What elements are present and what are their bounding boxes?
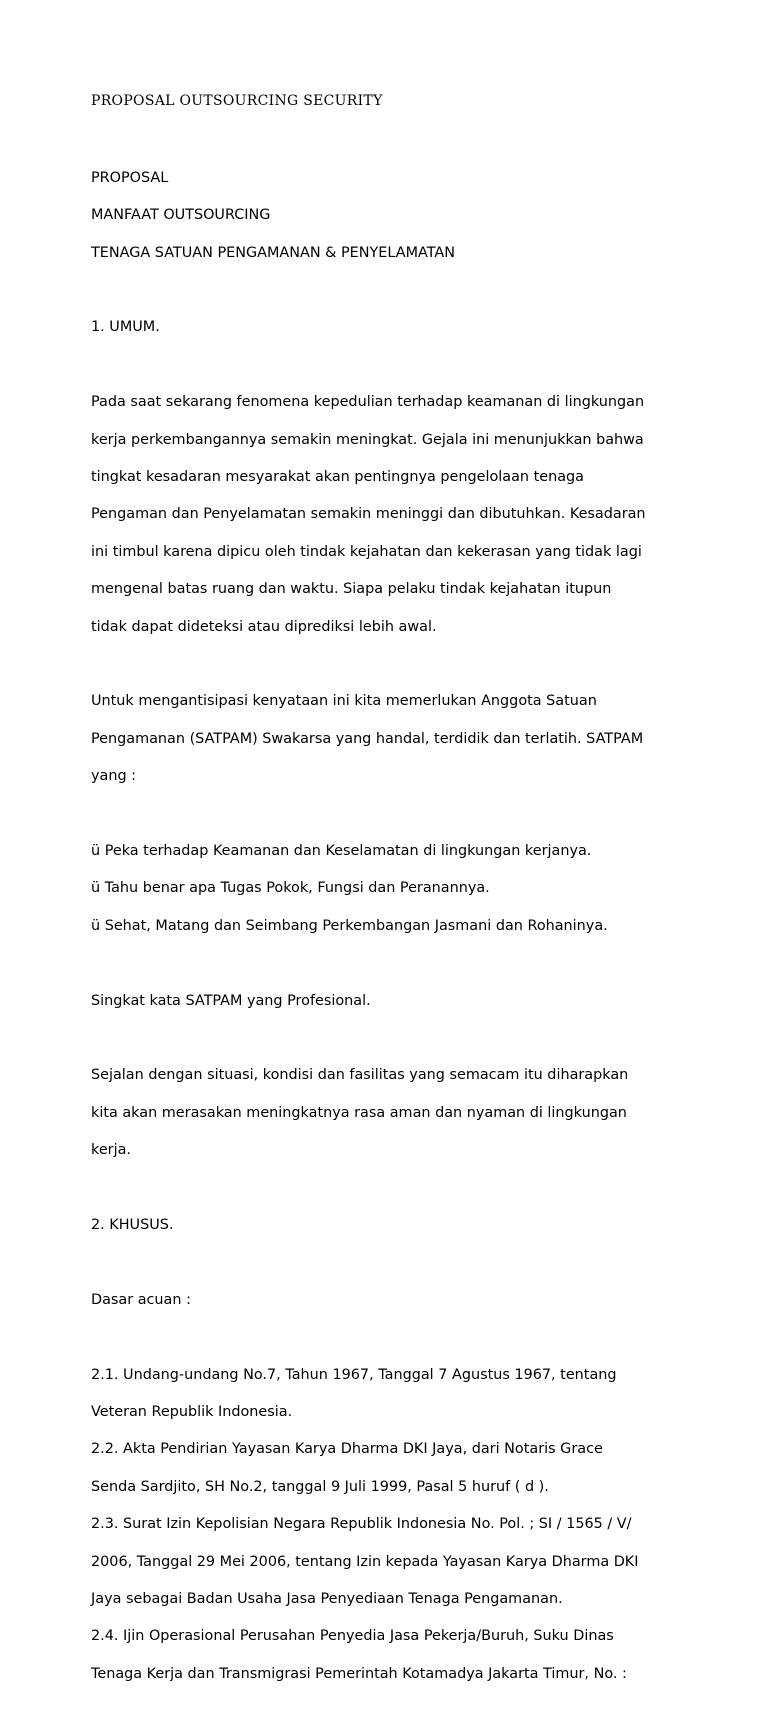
- text-line: kerja.: [91, 1142, 131, 1159]
- text-line: kerja perkembangannya semakin meningkat. Gejala ini menunjukkan bahwa: [91, 431, 644, 448]
- reference-line: Senda Sardjito, SH No.2, tanggal 9 Juli 1999, Pasal 5 huruf ( d ).: [91, 1478, 549, 1495]
- text-line: Pada saat sekarang fenomena kepedulian terhadap keamanan di lingkungan: [91, 394, 645, 411]
- reference-line: Tenaga Kerja dan Transmigrasi Pemerintah Kotamadya Jakarta Timur, No. :: [91, 1665, 627, 1682]
- list-item: ü Tahu benar apa Tugas Pokok, Fungsi dan Peranannya.: [91, 880, 490, 897]
- reference-line: 2.1. Undang-undang No.7, Tahun 1967, Tanggal 7 Agustus 1967, tentang: [91, 1366, 617, 1383]
- text-line: ini timbul karena dipicu oleh tindak kejahatan dan kekerasan yang tidak lagi: [91, 543, 642, 560]
- reference-line: 2.4. Ijin Operasional Perusahan Penyedia Jasa Pekerja/Buruh, Suku Dinas: [91, 1628, 614, 1645]
- section-1-paragraph-1: [91, 374, 691, 655]
- text-line: tingkat kesadaran mesyarakat akan pentingnya pengelolaan tenaga: [91, 468, 585, 485]
- text-line: Untuk mengantisipasi kenyataan ini kita memerlukan Anggota Satuan: [91, 693, 597, 710]
- section-2-intro: Dasar acuan :: [91, 1291, 191, 1308]
- heading-line: MANFAAT OUTSOURCING: [91, 207, 271, 224]
- reference-list: [91, 1347, 691, 1702]
- section-1-paragraph-3: Singkat kata SATPAM yang Profesional.: [91, 992, 371, 1009]
- text-line: Pengaman dan Penyelamatan semakin meninggi dan dibutuhkan. Kesadaran: [91, 506, 646, 523]
- reference-line: Veteran Republik Indonesia.: [91, 1403, 293, 1420]
- reference-line: 2006, Tanggal 29 Mei 2006, tentang Izin kepada Yayasan Karya Dharma DKI: [91, 1553, 639, 1570]
- section-1-heading: 1. UMUM.: [91, 319, 160, 336]
- proposal-heading: [91, 150, 691, 281]
- section-2-heading: 2. KHUSUS.: [91, 1216, 174, 1233]
- text-line: Sejalan dengan situasi, kondisi dan fasilitas yang semacam itu diharapkan: [91, 1067, 629, 1084]
- text-line: tidak dapat dideteksi atau diprediksi lebih awal.: [91, 618, 437, 635]
- section-1-paragraph-2: [91, 674, 691, 805]
- text-line: yang :: [91, 768, 137, 785]
- satpam-criteria-list: [91, 823, 691, 954]
- reference-line: 2.3. Surat Izin Kepolisian Negara Republik Indonesia No. Pol. ; SI / 1565 / V/: [91, 1516, 632, 1533]
- document-title: PROPOSAL OUTSOURCING SECURITY: [91, 93, 383, 109]
- heading-line: PROPOSAL: [91, 169, 169, 186]
- section-1-paragraph-4: [91, 1048, 691, 1179]
- text-line: kita akan merasakan meningkatnya rasa aman dan nyaman di lingkungan: [91, 1104, 627, 1121]
- heading-line: TENAGA SATUAN PENGAMANAN & PENYELAMATAN: [91, 244, 456, 261]
- list-item: ü Peka terhadap Keamanan dan Keselamatan di lingkungan kerjanya.: [91, 842, 592, 859]
- document-body: [91, 150, 691, 1721]
- text-line: Pengamanan (SATPAM) Swakarsa yang handal, terdidik dan terlatih. SATPAM: [91, 730, 644, 747]
- reference-line: 2.2. Akta Pendirian Yayasan Karya Dharma DKI Jaya, dari Notaris Grace: [91, 1441, 603, 1458]
- text-line: mengenal batas ruang dan waktu. Siapa pelaku tindak kejahatan itupun: [91, 581, 612, 598]
- list-item: ü Sehat, Matang dan Seimbang Perkembangan Jasmani dan Rohaninya.: [91, 917, 608, 934]
- reference-line: Jaya sebagai Badan Usaha Jasa Penyediaan Tenaga Pengamanan.: [91, 1591, 563, 1607]
